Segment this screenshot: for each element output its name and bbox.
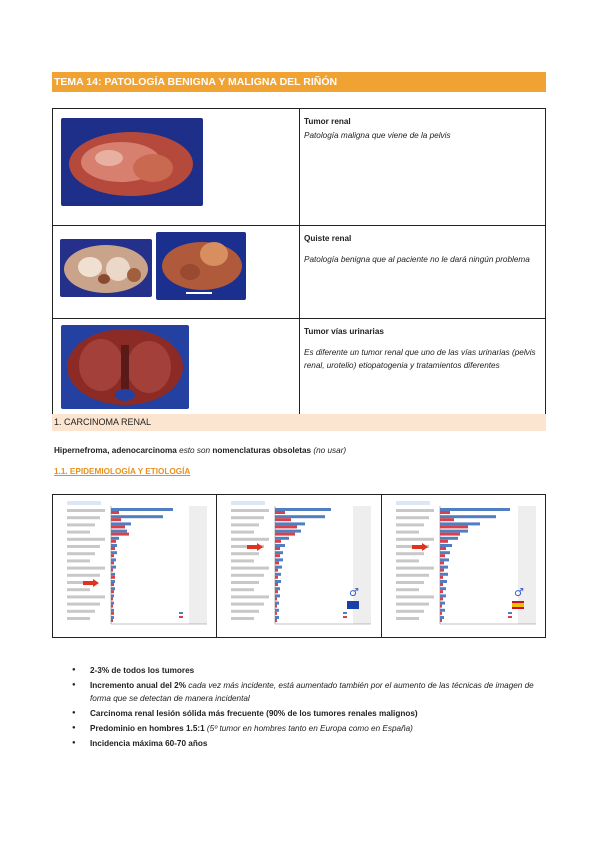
chart-category-label — [396, 538, 434, 541]
male-symbol-icon: ♂ — [349, 586, 360, 599]
list-item — [72, 679, 548, 705]
chart-category-label — [396, 574, 429, 577]
chart-bar-blue — [440, 558, 449, 561]
chart-category-label — [231, 595, 269, 598]
renal-tumor-photo — [61, 118, 203, 206]
image-cell — [53, 109, 300, 226]
chart-category-label — [231, 603, 264, 606]
eu-flag-icon — [347, 601, 359, 609]
chart-bar-blue — [111, 573, 115, 576]
row-description: Patología benigna que al paciente no le dará ningún problema — [304, 255, 530, 264]
spain-flag-band — [512, 603, 524, 607]
chart-bar-red — [111, 583, 114, 586]
chart-bar-blue — [111, 594, 114, 597]
chart-category-label — [231, 538, 269, 541]
bullet-list — [72, 664, 548, 752]
row-description: Es diferente un tumor renal que uno de las vías urinarias (pelvis renal, urotelio) etiopatogenia y tratamientos diferentes — [304, 348, 536, 370]
text-cell — [300, 319, 546, 426]
chart-bar-red — [440, 590, 443, 593]
incidence-chart-world — [59, 500, 209, 632]
chart-bar-red — [275, 612, 277, 615]
intro-italic: esto son — [176, 446, 213, 455]
chart-bar-red — [440, 554, 445, 557]
bullet-lead: Incidencia máxima 60-70 años — [90, 739, 208, 748]
renal-cyst-photo — [156, 232, 246, 300]
chart-category-label — [396, 552, 424, 555]
chart-bar-red — [111, 612, 114, 615]
chart-bar-red — [440, 576, 443, 579]
chart-bar-blue — [275, 573, 281, 576]
chart-cell — [53, 495, 217, 638]
chart-bar-blue — [440, 609, 445, 612]
chart-bar-blue — [275, 530, 301, 533]
chart-category-label — [67, 603, 100, 606]
chart-bar-blue — [111, 587, 115, 590]
chart-bar-blue — [111, 551, 117, 554]
chart-bar-blue — [111, 566, 116, 569]
legend-swatch-red — [179, 616, 183, 618]
chart-bar-red — [111, 576, 115, 579]
list-item — [72, 737, 548, 750]
chart-bar-red — [440, 561, 444, 564]
intro-bold: Hipernefroma, adenocarcinoma — [54, 446, 177, 455]
legend-swatch-blue — [343, 612, 347, 614]
chart-bar-blue — [275, 508, 331, 511]
chart-category-label — [67, 588, 90, 591]
chart-category-label — [396, 567, 434, 570]
chart-bar-blue — [275, 609, 279, 612]
chart-category-label — [67, 538, 105, 541]
chart-category-label — [396, 617, 419, 620]
chart-category-label — [67, 516, 100, 519]
pathology-table — [52, 108, 546, 426]
chart-category-label — [67, 617, 90, 620]
chart-category-label — [231, 567, 269, 570]
incidence-charts-table — [52, 494, 546, 638]
intro-bold-2: nomenclaturas obsoletas — [212, 446, 312, 455]
chart-bar-red — [111, 547, 115, 550]
chart-bar-blue — [440, 544, 452, 547]
chart-category-label — [231, 552, 259, 555]
chart-bar-blue — [440, 566, 448, 569]
chart-bar-blue — [111, 544, 117, 547]
table-row — [53, 319, 546, 426]
chart-bar-red — [275, 590, 278, 593]
chart-category-label — [231, 574, 264, 577]
chart-bar-blue — [275, 551, 283, 554]
chart-bar-blue — [275, 537, 289, 540]
chart-bar-blue — [111, 609, 114, 612]
chart-bar-blue — [440, 551, 450, 554]
chart-bar-blue — [275, 522, 305, 525]
chart-bar-blue — [111, 558, 116, 561]
chart-bar-red — [111, 525, 125, 528]
chart-bar-red — [275, 583, 278, 586]
chart-category-label — [231, 610, 259, 613]
chart-bar-blue — [111, 515, 163, 518]
section-heading: 1. CARCINOMA RENAL — [52, 414, 546, 431]
legend-swatch-blue — [508, 612, 512, 614]
chart-bar-red — [111, 511, 119, 514]
bullet-tail: cada vez más incidente, está aumentado también por el aumento de las técnicas de imagen de forma que se detectan de manera incidental — [90, 681, 534, 703]
chart-bar-red — [275, 518, 291, 521]
chart-bar-blue — [275, 580, 281, 583]
chart-bar-red — [275, 619, 277, 622]
chart-bar-blue — [111, 530, 127, 533]
chart-category-label — [396, 610, 424, 613]
chart-bar-blue — [440, 573, 448, 576]
intro-italic-2: (no usar) — [311, 446, 347, 455]
chart-bar-red — [275, 525, 297, 528]
chart-bar-blue — [440, 515, 496, 518]
chart-bar-red — [111, 619, 113, 622]
chart-bar-red — [111, 518, 121, 521]
legend-swatch-red — [343, 616, 347, 618]
chart-bar-blue — [440, 587, 446, 590]
chart-bar-blue — [275, 515, 325, 518]
chart-bar-red — [440, 612, 442, 615]
chart-category-label — [67, 559, 90, 562]
table-row — [53, 226, 546, 319]
chart-cell — [381, 495, 545, 638]
chart-category-label — [396, 531, 419, 534]
chart-bar-red — [275, 554, 280, 557]
chart-bar-red — [111, 597, 113, 600]
chart-bar-red — [111, 569, 113, 572]
image-cell — [53, 319, 300, 426]
chart-bar-red — [275, 511, 285, 514]
chart-bar-red — [275, 576, 278, 579]
chart-bar-blue — [440, 537, 458, 540]
chart-bar-blue — [440, 616, 444, 619]
chart-bar-blue — [275, 558, 283, 561]
row-title: Quiste renal — [304, 234, 352, 243]
page-title: TEMA 14: PATOLOGÍA BENIGNA Y MALIGNA DEL RIÑÓN — [52, 72, 546, 92]
chart-bar-blue — [275, 587, 280, 590]
chart-bar-red — [275, 597, 277, 600]
list-item — [72, 707, 548, 720]
chart-category-label — [396, 595, 434, 598]
chart-bar-red — [440, 597, 443, 600]
chart-category-label — [396, 581, 424, 584]
chart-bar-blue — [111, 522, 131, 525]
chart-bar-red — [440, 525, 468, 528]
subsection-heading: 1.1. EPIDEMIOLOGÍA Y ETIOLOGÍA — [54, 467, 191, 476]
chart-cell — [217, 495, 381, 638]
chart-bar-red — [111, 533, 129, 536]
bullet-lead: Incremento anual del 2% — [90, 681, 187, 690]
chart-category-label — [396, 588, 419, 591]
chart-bar-red — [275, 547, 280, 550]
list-item — [72, 722, 548, 735]
chart-bar-red — [440, 511, 450, 514]
urinary-tract-tumor-photo — [61, 325, 189, 409]
text-cell — [300, 226, 546, 319]
table-row — [53, 109, 546, 226]
chart-category-label — [396, 523, 424, 526]
chart-category-label — [231, 588, 254, 591]
chart-bar-red — [111, 605, 113, 608]
chart-bar-blue — [440, 508, 510, 511]
chart-bar-red — [275, 561, 279, 564]
image-cell — [53, 226, 300, 319]
chart-category-label — [231, 509, 269, 512]
chart-bar-red — [111, 590, 114, 593]
table-row — [53, 495, 546, 638]
chart-category-label — [67, 595, 105, 598]
chart-category-label — [67, 610, 95, 613]
chart-category-label — [67, 531, 90, 534]
intro-paragraph — [54, 446, 346, 455]
bullet-lead: Carcinoma renal lesión sólida más frecuente (90% de los tumores renales malignos) — [90, 709, 418, 718]
male-symbol-icon: ♂ — [513, 586, 524, 599]
chart-bar-blue — [275, 602, 279, 605]
chart-category-label — [67, 509, 105, 512]
chart-bar-red — [275, 540, 281, 543]
legend-swatch-red — [508, 616, 512, 618]
chart-bar-blue — [111, 580, 115, 583]
bullet-tail: (5º tumor en hombres tanto en Europa como en España) — [204, 724, 413, 733]
chart-category-label — [231, 531, 254, 534]
chart-category-label — [396, 603, 429, 606]
chart-bar-blue — [275, 594, 280, 597]
renal-cyst-photo — [60, 239, 152, 297]
chart-category-label — [231, 523, 259, 526]
row-description: Patología maligna que viene de la pelvis — [304, 131, 451, 140]
chart-logo — [231, 501, 265, 505]
chart-category-label — [396, 509, 434, 512]
list-item — [72, 664, 548, 677]
chart-bar-blue — [111, 508, 173, 511]
incidence-chart-spain — [388, 500, 538, 632]
chart-bar-red — [440, 533, 460, 536]
chart-bar-blue — [440, 594, 446, 597]
chart-bar-red — [275, 533, 295, 536]
chart-category-label — [231, 516, 264, 519]
chart-category-label — [231, 581, 259, 584]
row-title: Tumor vías urinarias — [304, 327, 384, 336]
chart-bar-red — [275, 569, 278, 572]
chart-bar-blue — [275, 566, 282, 569]
chart-bar-blue — [440, 580, 447, 583]
chart-bar-blue — [275, 544, 285, 547]
chart-bar-red — [440, 583, 443, 586]
legend-swatch-blue — [179, 612, 183, 614]
text-cell — [300, 109, 546, 226]
chart-bar-red — [440, 569, 444, 572]
chart-category-label — [231, 617, 254, 620]
row-title: Tumor renal — [304, 117, 351, 126]
chart-category-label — [67, 523, 95, 526]
chart-logo — [396, 501, 430, 505]
chart-bar-red — [275, 605, 277, 608]
chart-logo — [67, 501, 101, 505]
incidence-chart-europe — [223, 500, 373, 632]
chart-bar-blue — [111, 602, 114, 605]
chart-category-label — [67, 545, 100, 548]
chart-category-label — [67, 567, 105, 570]
chart-bar-red — [440, 605, 442, 608]
chart-bar-red — [440, 518, 454, 521]
chart-category-label — [67, 552, 95, 555]
chart-bar-red — [111, 561, 114, 564]
chart-bar-blue — [440, 522, 480, 525]
bullet-lead: 2-3% de todos los tumores — [90, 666, 195, 675]
chart-bar-blue — [440, 530, 468, 533]
chart-bar-blue — [111, 537, 119, 540]
chart-bar-red — [440, 540, 448, 543]
chart-bar-red — [111, 540, 116, 543]
chart-shade — [189, 506, 207, 624]
chart-bar-blue — [275, 616, 279, 619]
chart-bar-red — [440, 547, 446, 550]
chart-category-label — [396, 516, 429, 519]
chart-bar-blue — [111, 616, 114, 619]
chart-bar-red — [440, 619, 442, 622]
chart-bar-blue — [440, 602, 445, 605]
chart-category-label — [231, 559, 254, 562]
bullet-lead: Predominio en hombres 1.5:1 — [90, 724, 205, 733]
chart-category-label — [67, 574, 100, 577]
chart-category-label — [396, 559, 419, 562]
chart-bar-red — [111, 554, 114, 557]
